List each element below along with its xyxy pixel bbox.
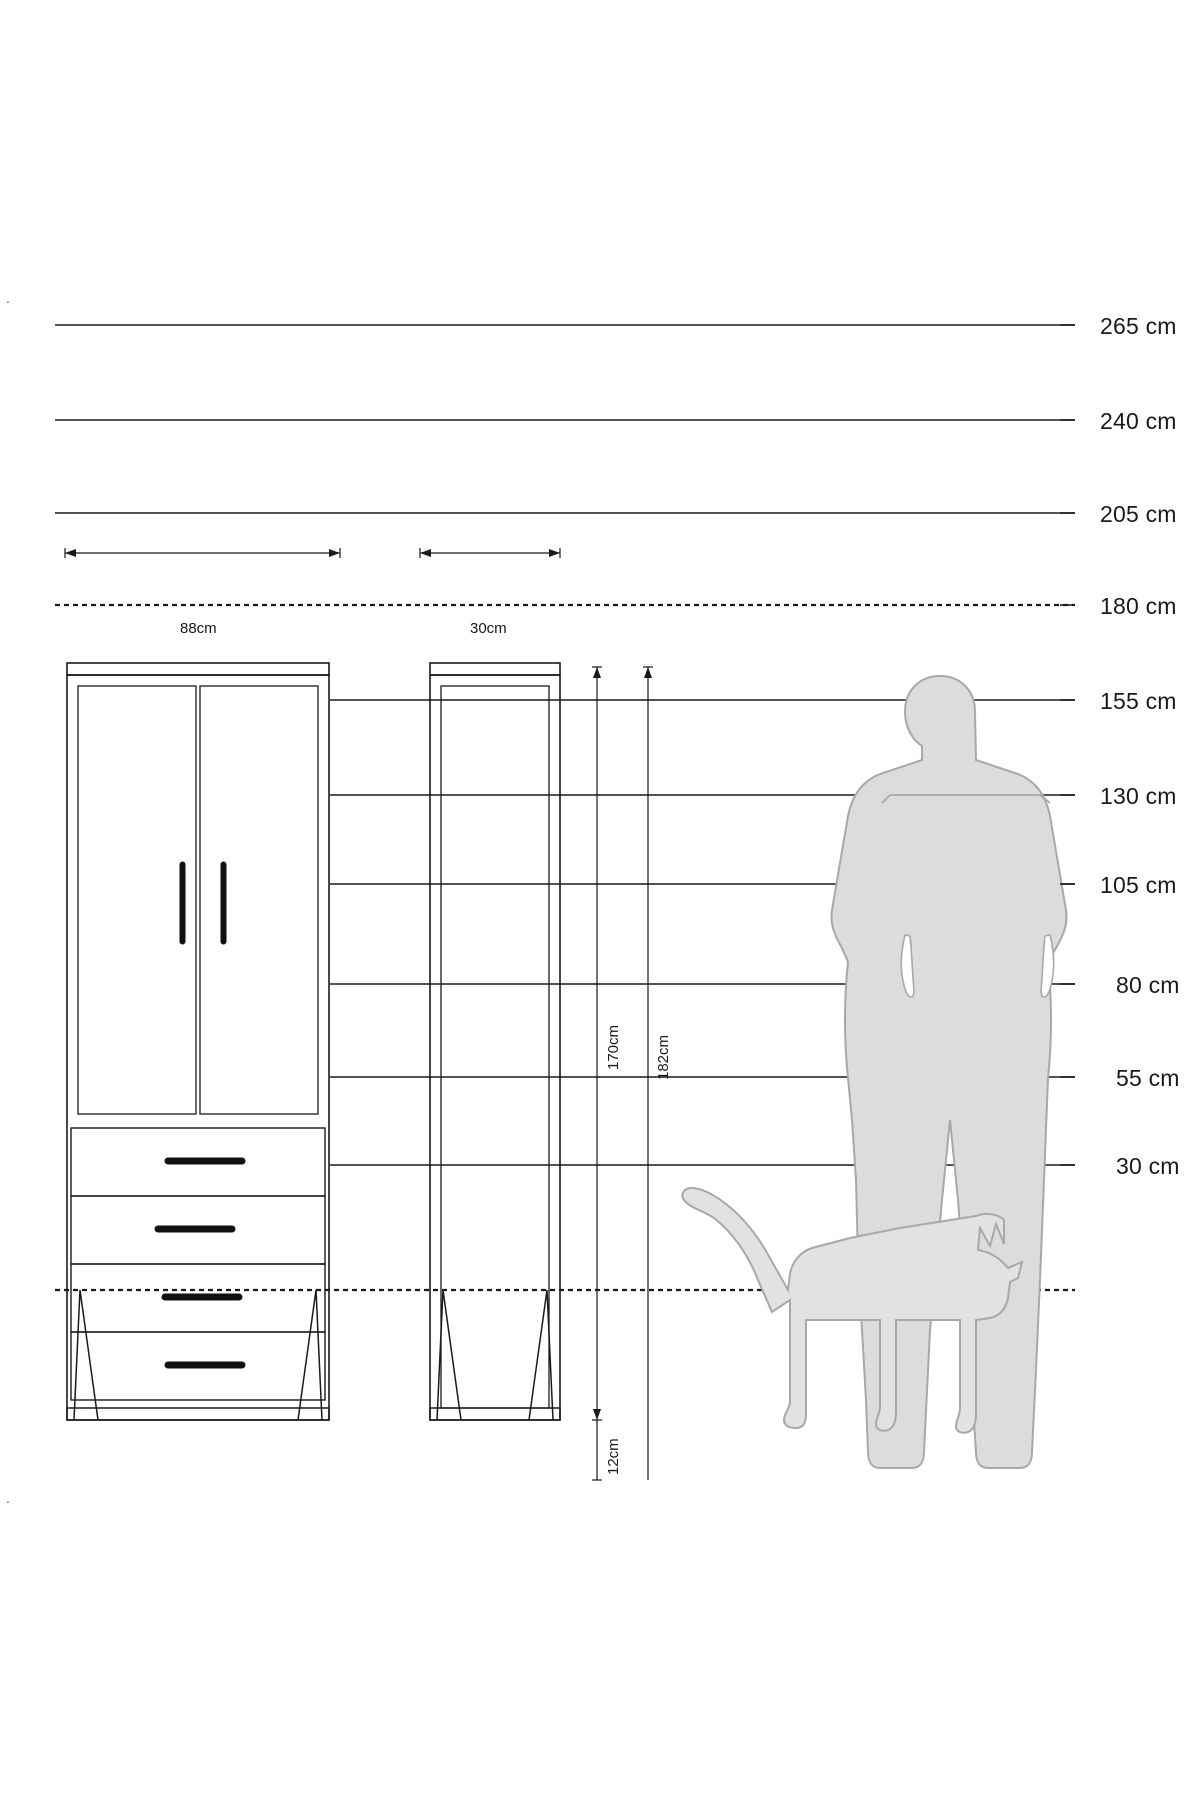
- scale-label-130: 130 cm: [1100, 783, 1177, 809]
- cabinet-top-cap: [430, 663, 560, 675]
- wardrobe-base: [67, 1408, 329, 1420]
- wardrobe-top-cap: [67, 663, 329, 675]
- wardrobe-door-right: [200, 686, 318, 1114]
- arrow-left-88: [65, 549, 76, 557]
- vdim-182-arrow-top: [644, 667, 652, 678]
- scale-label-105: 105 cm: [1100, 872, 1177, 898]
- arrow-right-30: [549, 549, 560, 557]
- scale-label-265: 265 cm: [1100, 313, 1177, 339]
- scale-label-155: 155 cm: [1100, 688, 1177, 714]
- wardrobe-handle-left: [180, 862, 185, 944]
- scale-label-205: 205 cm: [1100, 501, 1177, 527]
- corner-mark-top-left: .: [6, 290, 10, 306]
- scale-label-55: 55 cm: [1116, 1065, 1180, 1091]
- drawer-handle-4: [165, 1362, 245, 1368]
- arrow-left-30: [420, 549, 431, 557]
- wardrobe-door-left: [78, 686, 196, 1114]
- width-label-30cm: 30cm: [470, 620, 507, 637]
- cabinet-base: [430, 1408, 560, 1420]
- arrow-right-88: [329, 549, 340, 557]
- height-label-182cm: 182cm: [655, 1034, 672, 1080]
- height-label-170cm: 170cm: [605, 1024, 622, 1070]
- vdim-170-arrow-bottom: [593, 1409, 601, 1420]
- scale-label-180: 180 cm: [1100, 593, 1177, 619]
- vdim-170-arrow-top: [593, 667, 601, 678]
- wardrobe-handle-right: [221, 862, 226, 944]
- scale-label-240: 240 cm: [1100, 408, 1177, 434]
- cabinet-body: [430, 675, 560, 1420]
- scale-label-30: 30 cm: [1116, 1153, 1180, 1179]
- corner-mark-bottom-left: .: [6, 1490, 10, 1506]
- human-silhouette: [831, 676, 1066, 1468]
- cat-silhouette: [682, 1188, 1022, 1433]
- drawer-handle-2: [155, 1226, 235, 1232]
- scale-label-80: 80 cm: [1116, 972, 1180, 998]
- drawer-handle-1: [165, 1158, 245, 1164]
- height-label-12cm: 12cm: [605, 1438, 622, 1475]
- width-label-88cm: 88cm: [180, 620, 217, 637]
- wardrobe-body: [67, 675, 329, 1420]
- drawer-handle-3: [162, 1294, 242, 1300]
